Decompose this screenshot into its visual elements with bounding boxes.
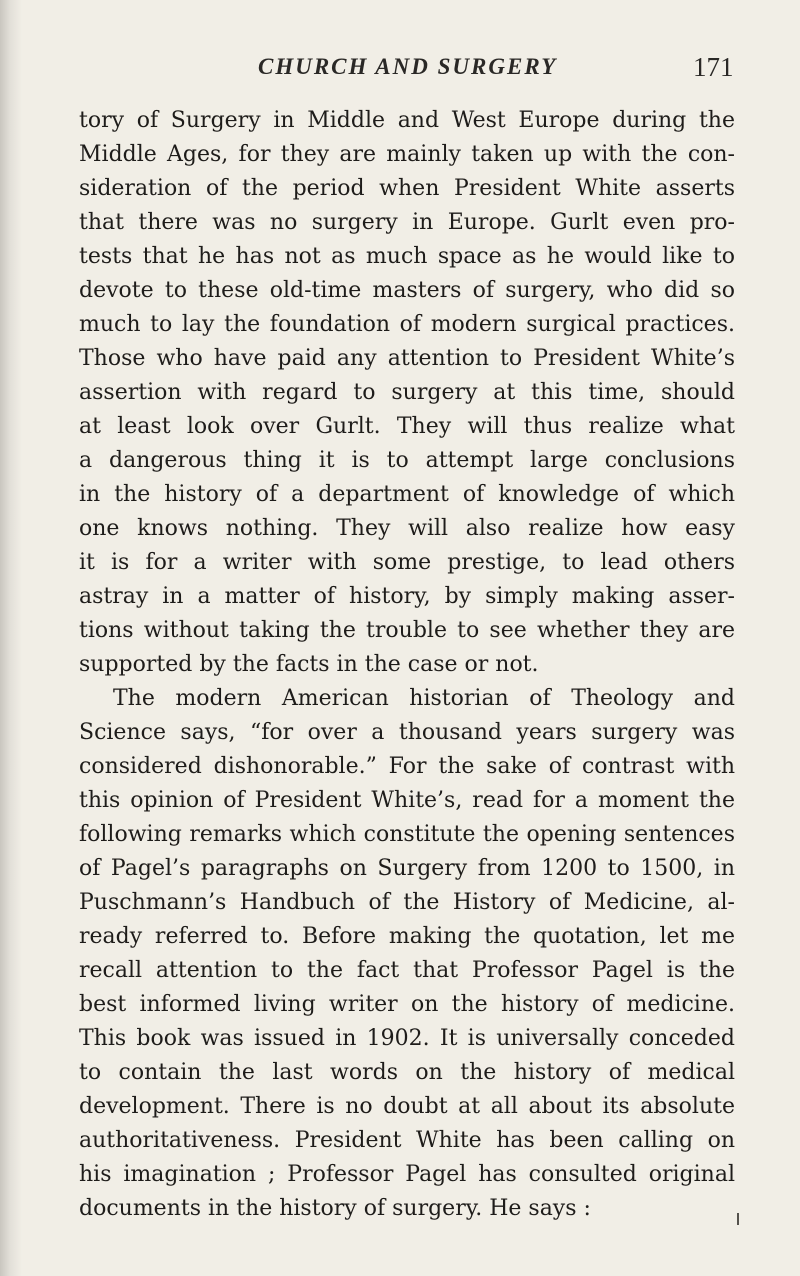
binding-edge-shadow: [0, 0, 22, 1276]
text-line: one knows nothing. They will also realize how easy: [79, 516, 735, 541]
text-line: in the history of a department of knowledge of which: [79, 482, 735, 507]
text-line: this opinion of President White’s, read for a moment the: [79, 788, 735, 813]
text-line: Science says, “for over a thousand years surgery was: [79, 720, 735, 745]
text-line: Middle Ages, for they are mainly taken up with the con-: [79, 142, 735, 167]
text-line: documents in the history of surgery. He says :: [79, 1196, 591, 1221]
margin-mark: [737, 1213, 739, 1225]
text-line: recall attention to the fact that Professor Pagel is the: [79, 958, 735, 983]
text-line: a dangerous thing it is to attempt large conclusions: [79, 448, 735, 473]
text-line: Puschmann’s Handbuch of the History of Medicine, al-: [79, 890, 735, 915]
text-line: devote to these old-time masters of surgery, who did so: [79, 278, 735, 303]
text-line: following remarks which constitute the opening sentences: [79, 822, 735, 847]
text-line: his imagination ; Professor Pagel has consulted original: [79, 1162, 735, 1187]
text-line: best informed living writer on the history of medicine.: [79, 992, 735, 1017]
page-number: 171: [693, 52, 734, 82]
text-line: considered dishonorable.” For the sake of contrast with: [79, 754, 735, 779]
text-line: it is for a writer with some prestige, to lead others: [79, 550, 735, 575]
text-line: tory of Surgery in Middle and West Europe during the: [79, 108, 735, 133]
text-line: This book was issued in 1902. It is universally conceded: [79, 1026, 735, 1051]
running-head: CHURCH AND SURGERY: [258, 54, 558, 79]
text-line: to contain the last words on the history of medical: [79, 1060, 735, 1085]
paragraph-end-line: supported by the facts in the case or not.: [79, 652, 539, 677]
text-line: at least look over Gurlt. They will thus realize what: [79, 414, 735, 439]
text-line: development. There is no doubt at all about its absolute: [79, 1094, 735, 1119]
text-line: tions without taking the trouble to see whether they are: [79, 618, 735, 643]
text-line: ready referred to. Before making the quotation, let me: [79, 924, 735, 949]
page-header: [0, 54, 800, 94]
text-line: Those who have paid any attention to President White’s: [79, 346, 735, 371]
text-line: much to lay the foundation of modern surgical practices.: [79, 312, 735, 337]
text-line: sideration of the period when President White asserts: [79, 176, 735, 201]
paragraph-start-line: The modern American historian of Theology and: [113, 686, 735, 711]
text-line: of Pagel’s paragraphs on Surgery from 1200 to 1500, in: [79, 856, 735, 881]
text-line: astray in a matter of history, by simply making asser-: [79, 584, 735, 609]
body-text: [79, 104, 735, 1226]
text-line: tests that he has not as much space as he would like to: [79, 244, 735, 269]
text-line: assertion with regard to surgery at this time, should: [79, 380, 735, 405]
text-line: authoritativeness. President White has been calling on: [79, 1128, 735, 1153]
text-line: that there was no surgery in Europe. Gurlt even pro-: [79, 210, 735, 235]
